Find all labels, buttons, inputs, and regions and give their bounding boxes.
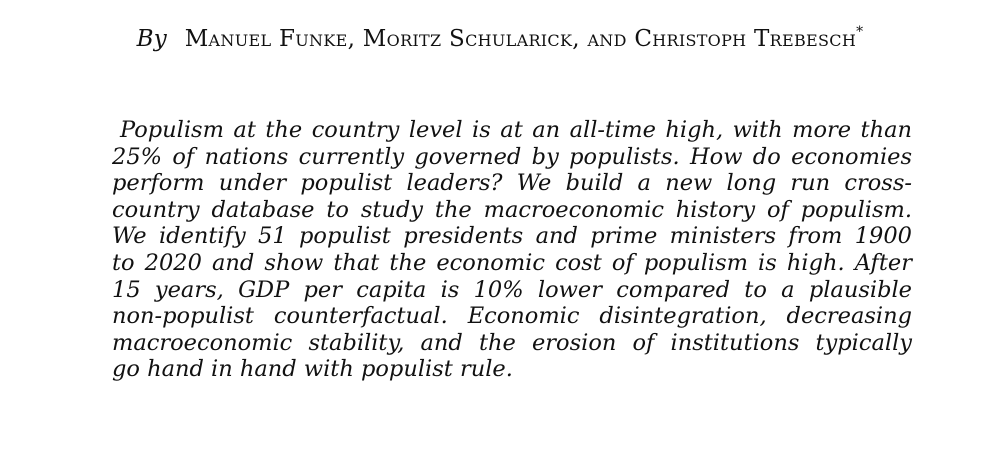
abstract-line: 15 years, GDP per capita is 10% lower compared to a plausible [112,276,912,303]
author-footnote-mark: * [856,24,864,40]
abstract-line: Populism at the country level is at an all-time high, with more than [120,117,912,143]
abstract-line: 25% of nations currently governed by populists. How do economies [112,143,912,170]
abstract-line: perform under populist leaders? We build a new long run cross- [112,170,912,197]
author-byline [0,24,1000,52]
abstract-paragraph [112,117,912,383]
abstract-line: We identify 51 populist presidents and prime ministers from 1900 [112,223,912,250]
abstract-line: go hand in hand with populist rule. [112,356,513,383]
abstract-line: country database to study the macroeconomic history of populism. [112,196,912,223]
abstract-line: macroeconomic stability, and the erosion of institutions typically [112,329,912,356]
author-names: Manuel Funke, Moritz Schularick, and Christoph Trebesch [184,26,857,52]
abstract-line: non-populist counterfactual. Economic disintegration, decreasing [112,303,912,330]
abstract-line: to 2020 and show that the economic cost of populism is high. After [112,249,912,276]
byline-prefix: By [136,26,168,52]
